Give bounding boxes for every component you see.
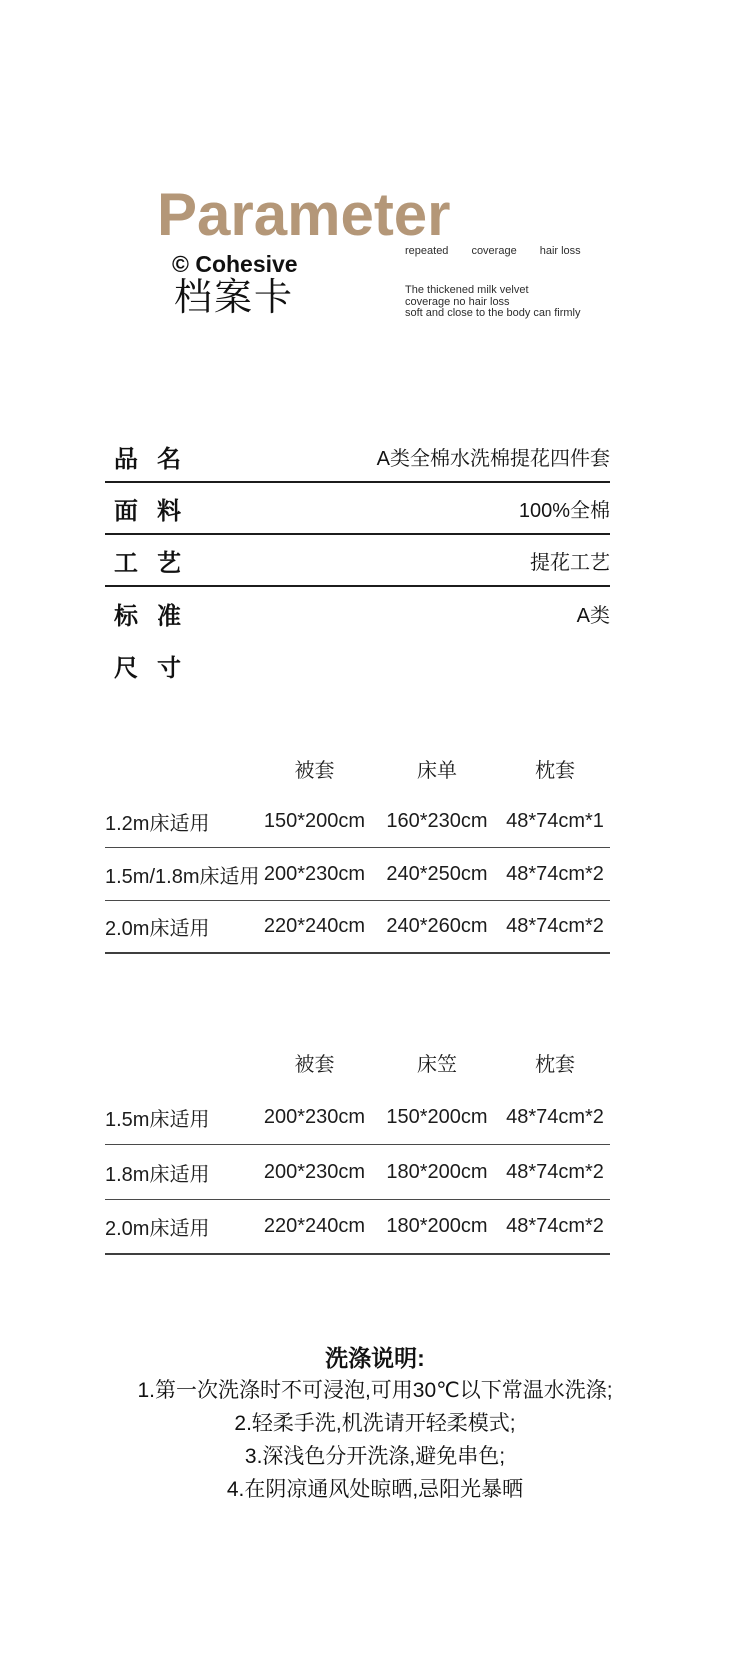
size-cell: 200*230cm [263, 1160, 366, 1183]
column-header-duvet-cover: 被套 [294, 759, 335, 782]
size-cell: 1.2m床适用 [105, 812, 210, 835]
size-cell: 180*200cm [386, 1215, 488, 1237]
feature-tags [405, 245, 581, 257]
feature-description [405, 285, 580, 320]
attribute-label: 面料 [114, 497, 200, 525]
size-cell: 48*74cm*1 [506, 809, 604, 832]
subtitle-archive-card: 档案卡 [174, 277, 295, 319]
size-table-header [105, 1035, 610, 1090]
description-line: soft and close to the body can firmly [405, 307, 581, 319]
size-cell: 200*230cm [263, 862, 366, 885]
attribute-value: A类 [576, 604, 610, 627]
size-cell: 180*200cm [386, 1160, 488, 1183]
attribute-row-product-name [105, 431, 610, 483]
description-line: The thickened milk velvet [405, 284, 529, 296]
page-title: Parameter [157, 181, 451, 248]
brand-label: © Cohesive [172, 251, 298, 277]
attribute-row-craft [105, 535, 610, 587]
washing-instructions [0, 1342, 750, 1506]
size-cell: 1.8m床适用 [105, 1163, 210, 1186]
column-header-pillowcase: 枕套 [535, 1054, 575, 1076]
column-header-pillowcase: 枕套 [535, 759, 575, 782]
attribute-label: 品名 [114, 445, 200, 473]
size-cell: 48*74cm*2 [506, 1160, 604, 1183]
size-table-flat-sheet [105, 741, 610, 954]
washing-instruction-line: 4.在阴凉通风处晾晒,忌阳光暴晒 [226, 1478, 524, 1501]
size-cell: 48*74cm*2 [506, 1105, 604, 1128]
size-cell: 2.0m床适用 [105, 1218, 210, 1240]
feature-tag: coverage [471, 245, 517, 257]
washing-instruction-line: 1.第一次洗涤时不可浸泡,可用30℃以下常温水洗涤; [137, 1379, 613, 1402]
size-cell: 160*230cm [386, 809, 488, 832]
size-table-header [105, 741, 610, 795]
description-line: coverage no hair loss [405, 295, 510, 308]
column-header-duvet-cover: 被套 [294, 1054, 335, 1076]
size-cell: 2.0m床适用 [105, 918, 210, 940]
size-cell: 220*240cm [263, 915, 366, 937]
size-row [105, 795, 610, 848]
size-cell: 1.5m床适用 [105, 1108, 210, 1131]
size-cell: 240*260cm [386, 915, 488, 937]
washing-instruction-line: 2.轻柔手洗,机洗请开轻柔模式; [234, 1412, 516, 1435]
attribute-value: 100%全棉 [518, 499, 610, 522]
size-row [105, 1200, 610, 1255]
attribute-label: 工艺 [114, 549, 200, 577]
size-row [105, 848, 610, 901]
attribute-row-fabric [105, 483, 610, 535]
size-cell: 1.5m/1.8m床适用 [105, 865, 260, 888]
feature-tag: hair loss [539, 245, 581, 257]
attribute-row-standard [105, 587, 610, 639]
size-row [105, 1090, 610, 1145]
size-cell: 240*250cm [386, 862, 488, 885]
size-cell: 200*230cm [263, 1105, 366, 1128]
washing-instruction-line: 3.深浅色分开洗涤,避免串色; [244, 1445, 506, 1468]
attribute-label: 尺寸 [114, 654, 200, 682]
size-cell: 48*74cm*2 [506, 1215, 604, 1237]
size-cell: 48*74cm*2 [506, 862, 604, 885]
attribute-row-size [105, 639, 610, 691]
size-cell: 48*74cm*2 [506, 915, 604, 937]
attribute-value: 提花工艺 [530, 551, 610, 574]
column-header-fitted-sheet: 床笠 [417, 1054, 457, 1076]
size-row [105, 901, 610, 954]
attribute-value: A类全棉水洗棉提花四件套 [376, 447, 610, 470]
attribute-label: 标准 [114, 602, 200, 630]
size-table-fitted-sheet [105, 1035, 610, 1255]
size-cell: 220*240cm [263, 1215, 366, 1237]
column-header-flat-sheet: 床单 [417, 759, 457, 782]
size-cell: 150*200cm [263, 809, 366, 832]
feature-tag: repeated [405, 245, 449, 257]
size-row [105, 1145, 610, 1200]
washing-title: 洗涤说明: [325, 1345, 425, 1371]
size-cell: 150*200cm [386, 1105, 488, 1128]
attribute-table [105, 431, 610, 691]
